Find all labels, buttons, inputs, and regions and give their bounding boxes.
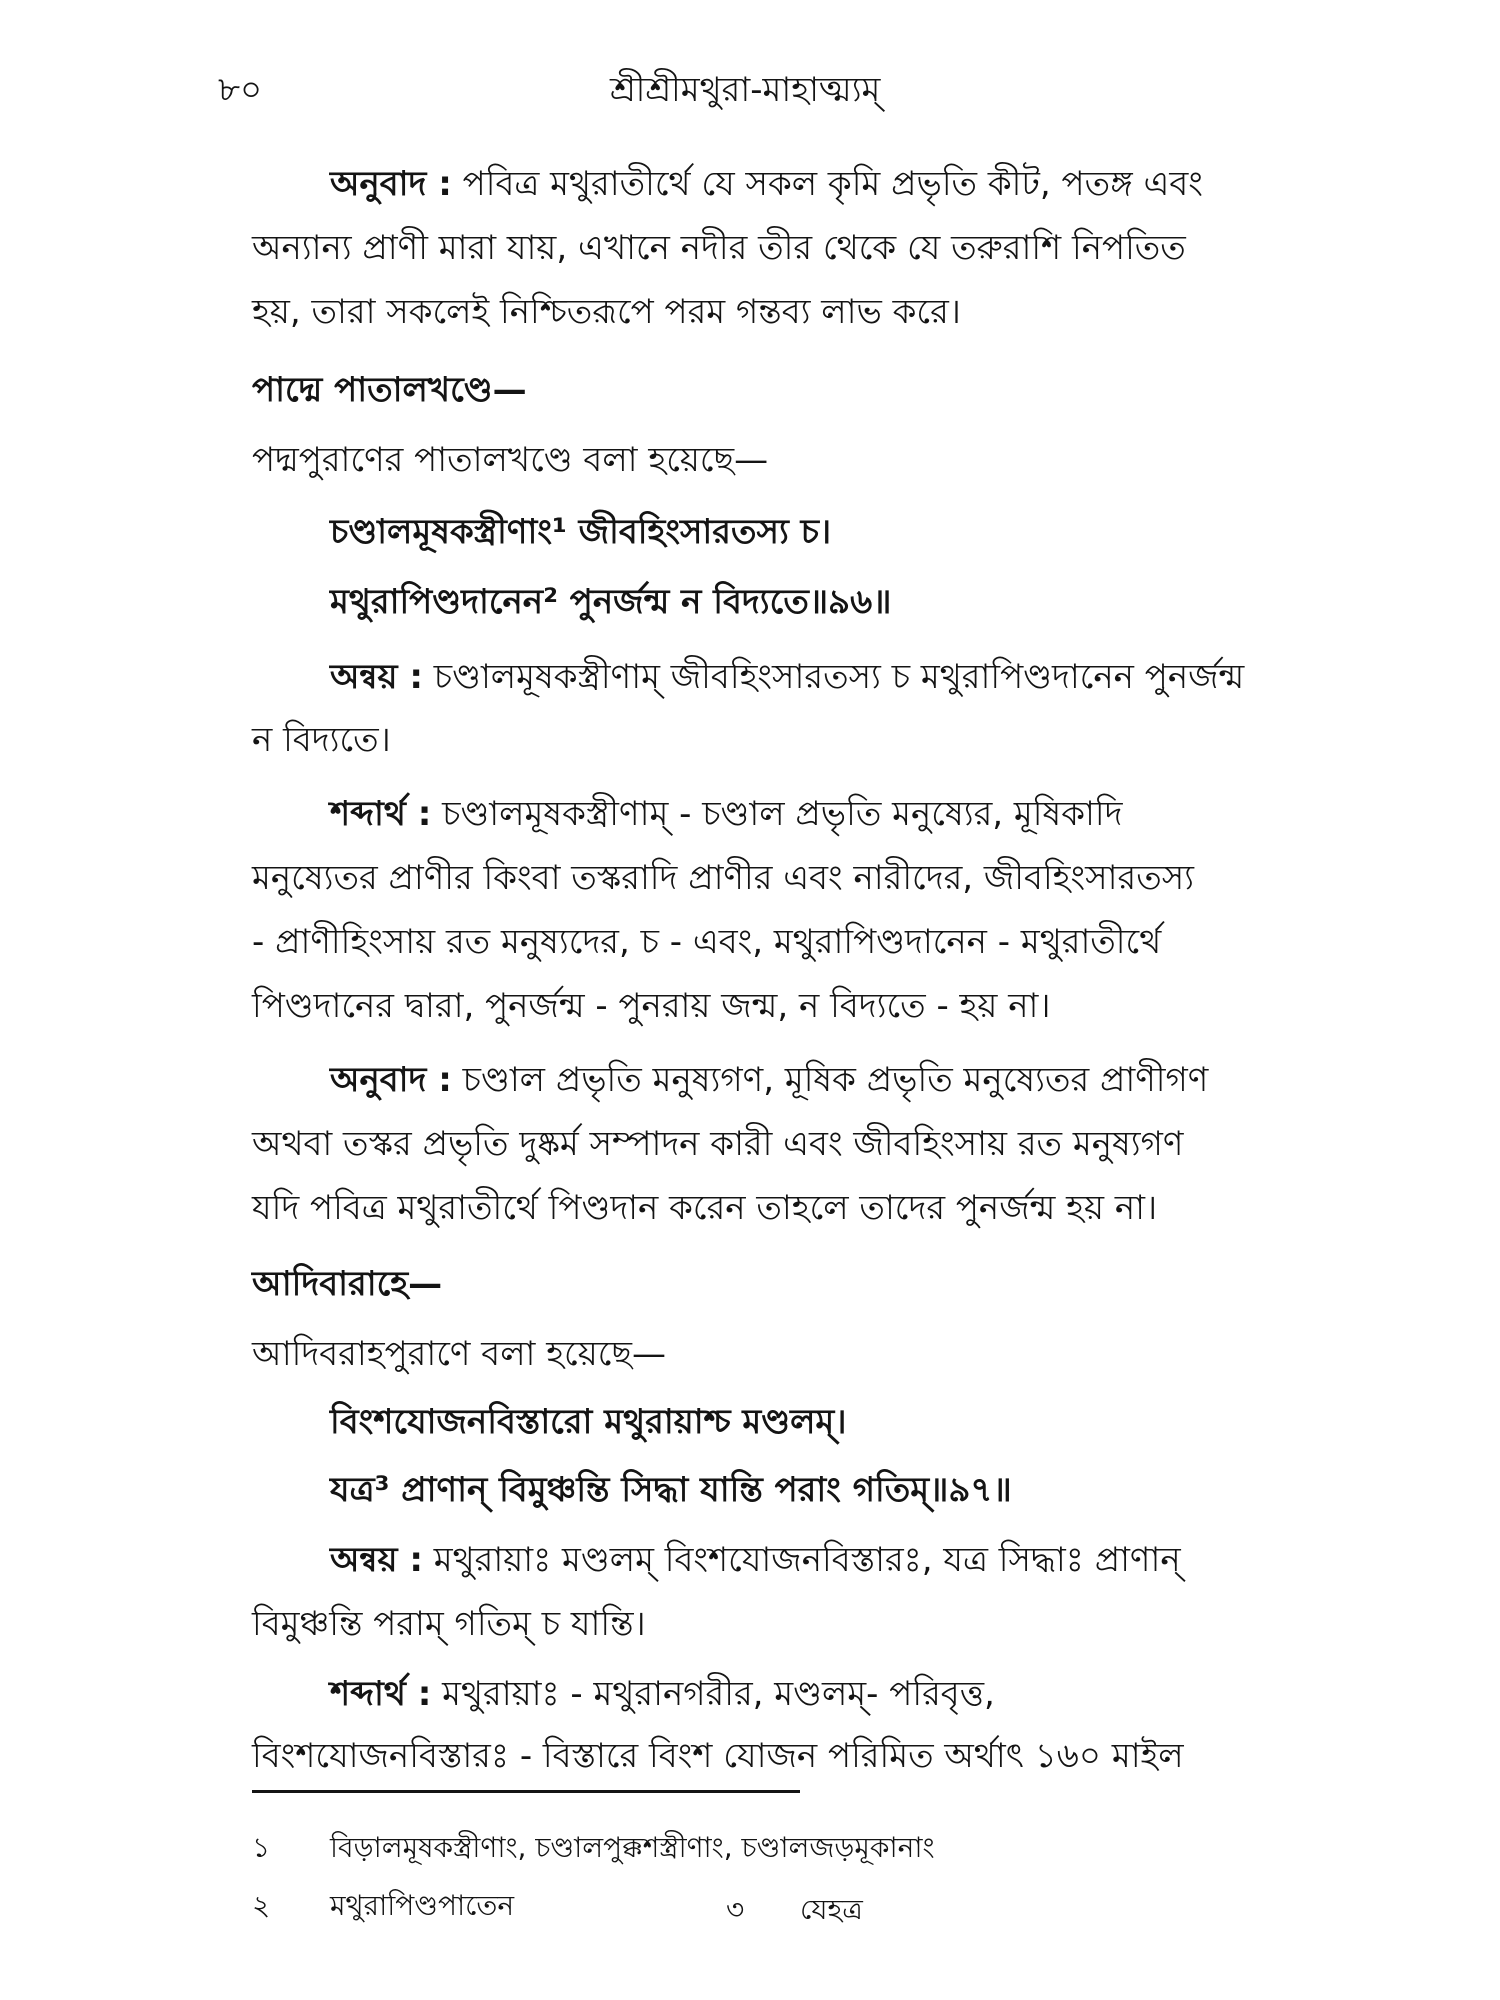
word-meaning-1-line-3: - প্রাণীহিংসায় রত মনুষ্যদের, চ - এবং, মথুরাপিণ্ডদানেন - মথুরাতীর্থে <box>252 922 1162 962</box>
translation-1-line-2: অন্যান্য প্রাণী মারা যায়, এখানে নদীর তীর থেকে যে তরুরাশি নিপতিত <box>252 228 1186 268</box>
verse-96-line-1: চণ্ডালমূষকস্ত্রীণাং¹ জীবহিংসারতস্য চ। <box>330 512 832 552</box>
anvaya-1-line-1 <box>330 655 1244 699</box>
anvaya-label: অন্বয় : <box>330 657 423 697</box>
footnote-1-number: ১ <box>252 1831 271 1864</box>
verse-97-line-1: বিংশযোজনবিস্তারো মথুরায়াশ্চ মণ্ডলম্। <box>330 1402 847 1442</box>
word-meaning-text: চণ্ডালমূষকস্ত্রীণাম্ - চণ্ডাল প্রভৃতি মনুষ্যের, মূষিকাদি <box>442 794 1123 834</box>
section-heading-patalkhanda: পাদ্মে পাতালখণ্ডে— <box>252 370 527 410</box>
translation-2-line-2: অথবা তস্কর প্রভৃতি দুষ্কর্ম সম্পাদন কারী এবং জীবহিংসায় রত মনুষ্যগণ <box>252 1124 1184 1164</box>
word-meaning-label: শব্দার্থ : <box>330 1674 432 1714</box>
anvaya-text: মথুরায়াঃ মণ্ডলম্ বিংশযোজনবিস্তারঃ, যত্র সিদ্ধাঃ প্রাণান্ <box>433 1540 1181 1580</box>
word-meaning-2-line-1 <box>330 1672 995 1716</box>
footnote-1-text: বিড়ালমূষকস্ত্রীণাং, চণ্ডালপুক্কশস্ত্রীণাং, চণ্ডালজড়মূকানাং <box>330 1831 935 1864</box>
anvaya-text: চণ্ডালমূষকস্ত্রীণাম্ জীবহিংসারতস্য চ মথুরাপিণ্ডদানেন পুনর্জন্ম <box>433 657 1245 697</box>
translation-2-line-1 <box>330 1058 1208 1102</box>
verse-96-line-2: মথুরাপিণ্ডদানেন² পুনর্জন্ম ন বিদ্যতে॥৯৬॥ <box>330 582 892 622</box>
verse-97-line-2: যত্র³ প্রাণান্ বিমুঞ্চন্তি সিদ্ধা যান্তি পরাং গতিম্॥৯৭॥ <box>330 1470 1012 1510</box>
word-meaning-1-line-2: মনুষ্যেতর প্রাণীর কিংবা তস্করাদি প্রাণীর এবং নারীদের, জীবহিংসারতস্য <box>252 858 1195 898</box>
page-title: শ্রীশ্রীমথুরা-মাহাত্ম্যম্ <box>610 70 881 110</box>
translation-1-line-1 <box>330 162 1203 206</box>
footnote-2-number: ২ <box>252 1889 271 1922</box>
word-meaning-2-line-2: বিংশযোজনবিস্তারঃ - বিস্তারে বিংশ যোজন পরিমিত অর্থাৎ ১৬০ মাইল <box>252 1736 1184 1776</box>
section-intro-1: পদ্মপুরাণের পাতালখণ্ডে বলা হয়েছে— <box>252 440 769 480</box>
word-meaning-1-line-4: পিণ্ডদানের দ্বারা, পুনর্জন্ম - পুনরায় জন্ম, ন বিদ্যতে - হয় না। <box>252 986 1051 1026</box>
word-meaning-text: মথুরায়াঃ - মথুরানগরীর, মণ্ডলম্- পরিবৃত্ত, <box>442 1674 995 1714</box>
translation-text: পবিত্র মথুরাতীর্থে যে সকল কৃমি প্রভৃতি কীট, পতঙ্গ এবং <box>462 164 1203 204</box>
translation-1-line-3: হয়, তারা সকলেই নিশ্চিতরূপে পরম গন্তব্য লাভ করে। <box>252 292 961 332</box>
anvaya-label: অন্বয় : <box>330 1540 423 1580</box>
footnote-3-text: যেহত্র <box>800 1893 863 1926</box>
section-heading-adivarahe: আদিবারাহে— <box>252 1264 443 1304</box>
footnote-3-number: ৩ <box>726 1893 745 1926</box>
page-number: ৮০ <box>218 70 263 110</box>
footnote-rule <box>252 1790 800 1793</box>
anvaya-2-line-2: বিমুঞ্চন্তি পরাম্ গতিম্ চ যান্তি। <box>252 1604 646 1644</box>
translation-text: চণ্ডাল প্রভৃতি মনুষ্যগণ, মূষিক প্রভৃতি মনুষ্যেতর প্রাণীগণ <box>462 1060 1209 1100</box>
translation-label: অনুবাদ : <box>330 164 452 204</box>
section-intro-2: আদিবরাহপুরাণে বলা হয়েছে— <box>252 1334 667 1374</box>
translation-label: অনুবাদ : <box>330 1060 452 1100</box>
anvaya-2-line-1 <box>330 1538 1181 1582</box>
anvaya-1-line-2: ন বিদ্যতে। <box>252 720 391 760</box>
word-meaning-label: শব্দার্থ : <box>330 794 432 834</box>
word-meaning-1-line-1 <box>330 792 1123 836</box>
translation-2-line-3: যদি পবিত্র মথুরাতীর্থে পিণ্ডদান করেন তাহলে তাদের পুনর্জন্ম হয় না। <box>252 1188 1158 1228</box>
footnote-2-text: মথুরাপিণ্ডপাতেন <box>330 1889 515 1922</box>
